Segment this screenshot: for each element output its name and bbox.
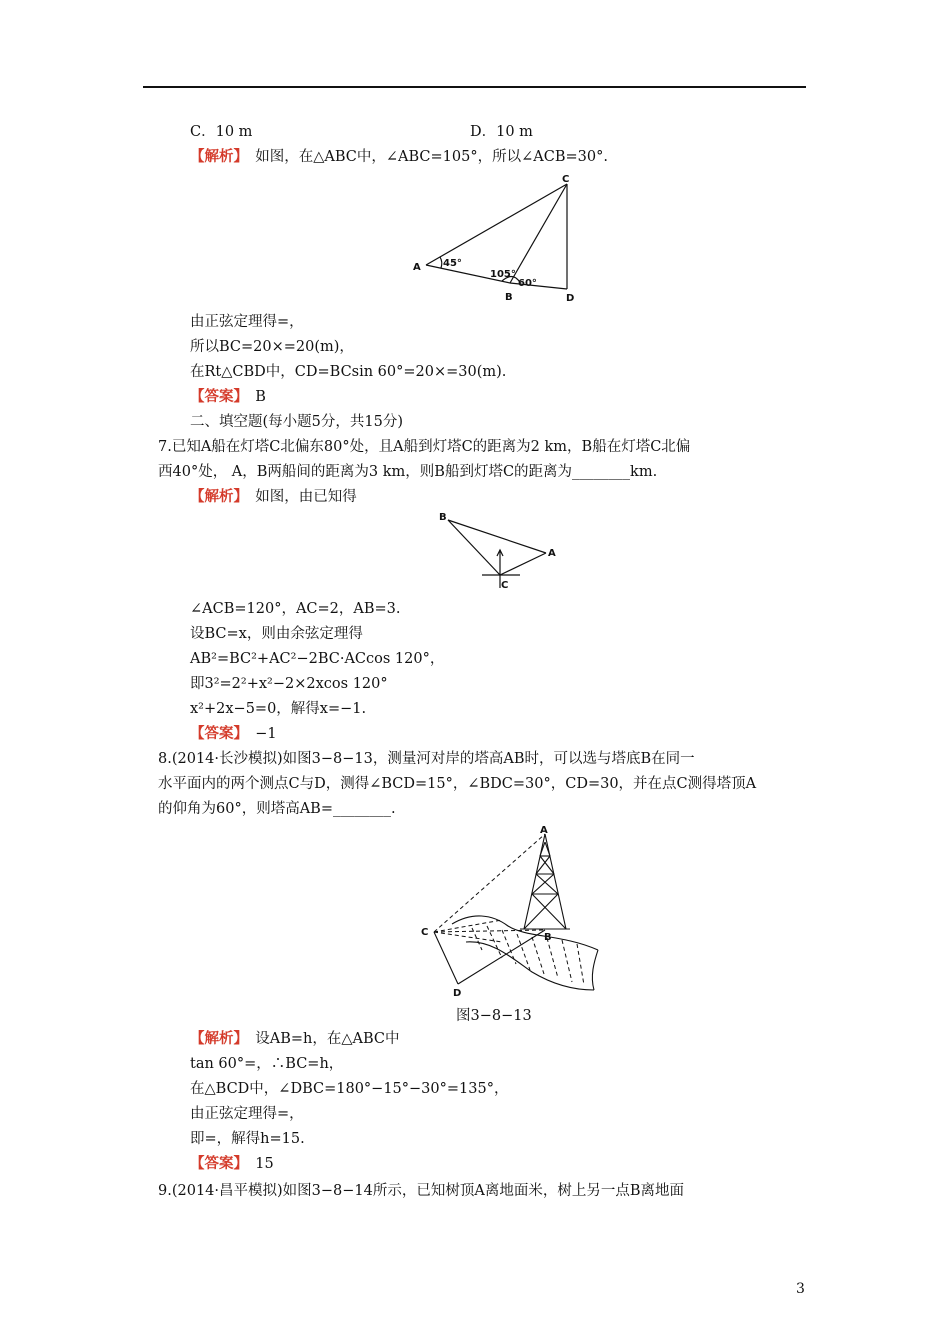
- header-rule: [143, 86, 806, 88]
- analysis-1: [190, 146, 608, 168]
- label-a: A: [548, 548, 556, 559]
- option-d: D．10 m: [470, 124, 533, 140]
- question-8-line-2: 水平面内的两个测点C与D，测得∠BCD=15°，∠BDC=30°，CD=30，并在点C测得塔顶A: [158, 776, 757, 792]
- text-line: 在Rt△CBD中，CD=BCsin 60°=20×=30(m).: [190, 364, 507, 380]
- label-b: B: [544, 932, 552, 943]
- analysis-tag: 【解析】: [190, 488, 241, 505]
- label-d: D: [453, 988, 462, 999]
- label-a: A: [413, 262, 421, 273]
- line-bc: [510, 184, 567, 283]
- text-line: tan 60°=，∴BC=h，: [190, 1056, 344, 1072]
- text-line: AB²=BC²+AC²−2BC·ACcos 120°，: [190, 651, 445, 667]
- analysis-3: [190, 1028, 400, 1050]
- text-line: 即3²=2²+x²−2×2xcos 120°: [190, 676, 388, 692]
- option-c: C．10 m: [190, 124, 253, 140]
- text-line: 设BC=x，则由余弦定理得: [190, 626, 363, 642]
- angle-105: 105°: [490, 269, 516, 280]
- analysis-tag: 【解析】: [190, 148, 241, 165]
- answer-tag: 【答案】: [190, 1155, 241, 1172]
- analysis-text: 如图，由已知得: [240, 489, 357, 505]
- label-d: D: [566, 293, 575, 304]
- text-line: 由正弦定理得=，: [190, 1106, 304, 1122]
- label-c: C: [501, 580, 509, 591]
- answer-1: [190, 386, 266, 408]
- question-8-line-1: 8.(2014·长沙模拟)如图3−8−13，测量河对岸的塔高AB时，可以选与塔底B在同一: [158, 751, 695, 767]
- label-c: C: [562, 174, 570, 185]
- answer-2: [190, 723, 277, 745]
- question-7-line-1: 7.已知A船在灯塔C北偏东80°处，且A船到灯塔C的距离为2 km，B船在灯塔C北偏: [158, 439, 691, 455]
- tower-figure: [412, 822, 612, 1002]
- text-line: 即=，解得h=15.: [190, 1131, 305, 1147]
- label-b: B: [505, 292, 513, 303]
- analysis-tag: 【解析】: [190, 1030, 241, 1047]
- analysis-2: [190, 486, 357, 508]
- angle-45: 45°: [443, 258, 462, 269]
- page-number: 3: [796, 1281, 805, 1297]
- label-b: B: [439, 512, 447, 523]
- text-line: x²+2x−5=0，解得x=−1.: [190, 701, 367, 717]
- figure-caption: 图3−8−13: [456, 1008, 532, 1024]
- section-heading: 二、填空题(每小题5分，共15分): [190, 414, 403, 430]
- angle-60: 60°: [518, 278, 537, 289]
- label-c: C: [421, 927, 429, 938]
- text-line: 在△BCD中，∠DBC=180°−15°−30°=135°，: [190, 1081, 509, 1097]
- analysis-text: 如图，在△ABC中，∠ABC=105°，所以∠ACB=30°.: [240, 149, 608, 165]
- answer-tag: 【答案】: [190, 725, 241, 742]
- answer-text: 15: [240, 1156, 274, 1172]
- label-a: A: [540, 825, 548, 836]
- text-line: ∠ACB=120°，AC=2，AB=3.: [190, 601, 401, 617]
- triangle-figure-2: [430, 508, 570, 593]
- triangle-figure-1: [410, 170, 590, 305]
- answer-3: [190, 1153, 274, 1175]
- question-9-line-1: 9.(2014·昌平模拟)如图3−8−14所示，已知树顶A离地面米，树上另一点B离地面: [158, 1183, 684, 1199]
- answer-text: B: [240, 389, 266, 405]
- answer-text: −1: [240, 726, 277, 742]
- line-ac: [426, 184, 567, 265]
- text-line: 所以BC=20×=20(m)，: [190, 339, 354, 355]
- analysis-text: 设AB=h，在△ABC中: [240, 1031, 400, 1047]
- text-line: 由正弦定理得=，: [190, 314, 304, 330]
- question-7-line-2: 西40°处， A，B两船间的距离为3 km，则B船到灯塔C的距离为________km.: [158, 464, 658, 480]
- question-8-line-3: 的仰角为60°，则塔高AB=________.: [158, 801, 396, 817]
- answer-tag: 【答案】: [190, 388, 241, 405]
